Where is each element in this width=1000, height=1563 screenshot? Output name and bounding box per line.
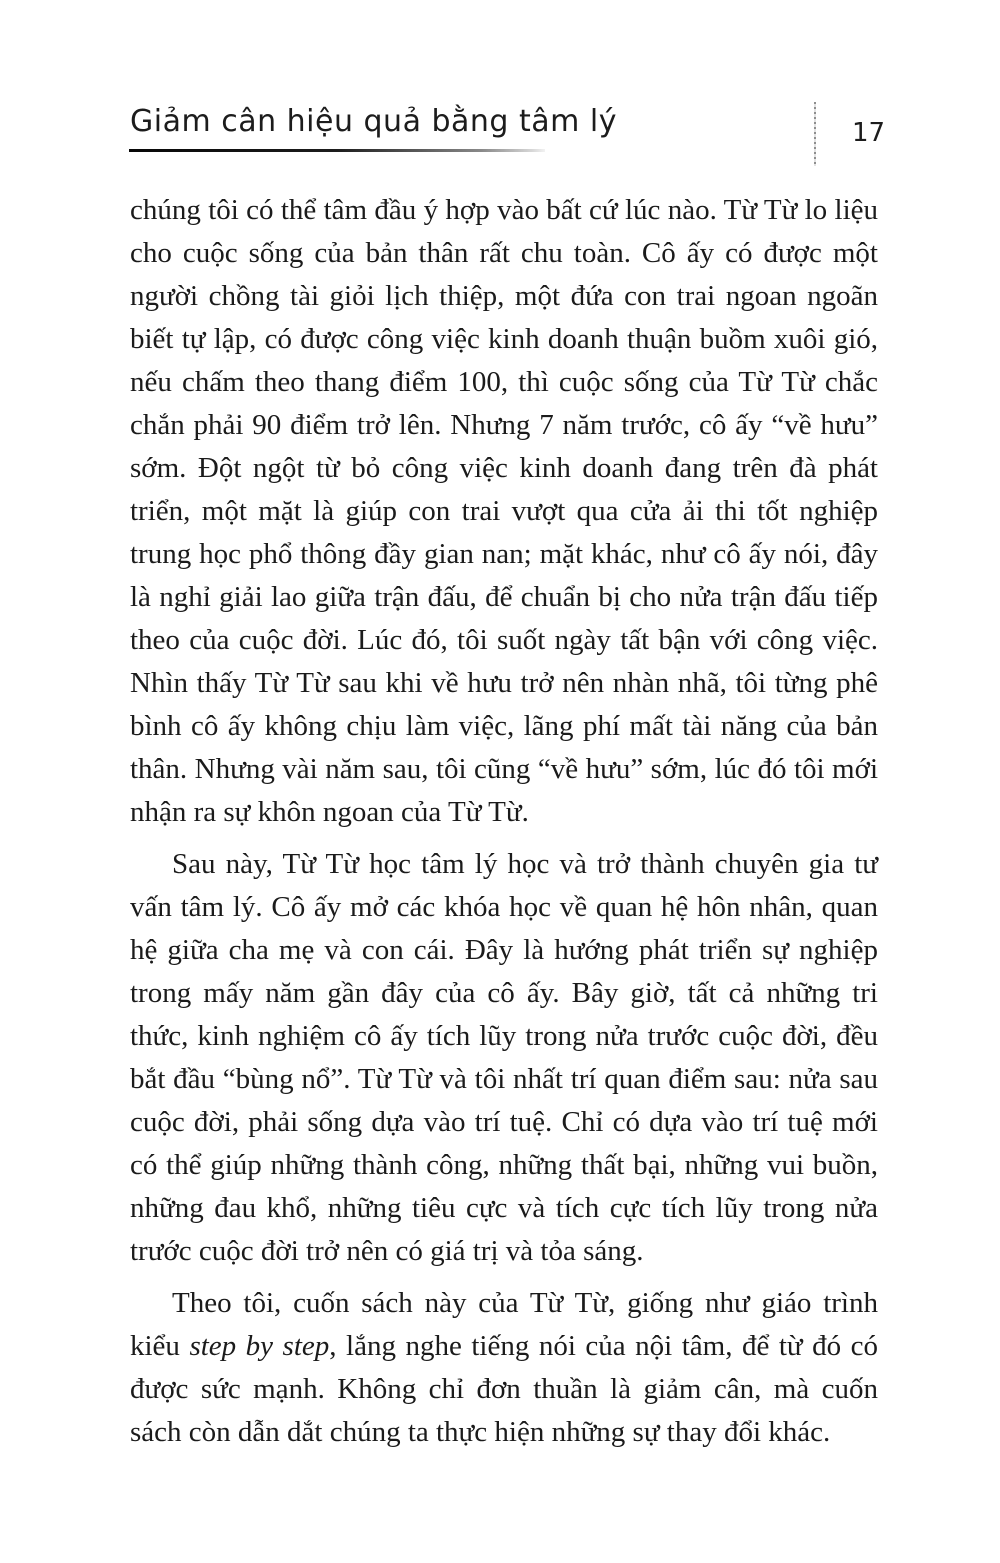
running-header-title: Giảm cân hiệu quả bằng tâm lý — [130, 104, 617, 139]
header-underline-rule — [129, 149, 545, 152]
body-text — [130, 189, 878, 1463]
paragraph-3 — [130, 1282, 878, 1454]
paragraph-2: Sau này, Từ Từ học tâm lý học và trở thành chuyên gia tư vấn tâm lý. Cô ấy mở các khóa học về quan hệ hôn nhân, quan hệ giữa cha mẹ và con cái. Đây là hướng phát triển sự nghiệp trong mấy năm gần đây của cô ấy. Bây giờ, tất cả những tri thức, kinh nghiệm cô ấy tích lũy trong nửa trước cuộc đời, đều bắt đầu “bùng nổ”. Từ Từ và tôi nhất trí quan điểm sau: nửa sau cuộc đời, phải sống dựa vào trí tuệ. Chỉ có dựa vào trí tuệ mới có thể giúp những thành công, những thất bại, những vui buồn, những đau khổ, những tiêu cực và tích cực tích lũy trong nửa trước cuộc đời trở nên có giá trị và tỏa sáng. — [130, 848, 878, 1267]
paragraph-3-text-end: , lắng nghe tiếng nói của nội tâm, để từ đó có được sức mạnh. Không chỉ đơn thuần là giảm cân, mà cuốn sách còn dẫn dắt chúng ta thực hiện những sự thay đổi khác. — [130, 1330, 878, 1448]
header-vertical-divider — [814, 102, 816, 166]
paragraph-3-italic-phrase: step by step — [189, 1330, 330, 1362]
paragraph-continuation: chúng tôi có thể tâm đầu ý hợp vào bất cứ lúc nào. Từ Từ lo liệu cho cuộc sống của bản thân rất chu toàn. Cô ấy có được một người chồng tài giỏi lịch thiệp, một đứa con trai ngoan ngoãn biết tự lập, có được công việc kinh doanh thuận buồm xuôi gió, nếu chấm theo thang điểm 100, thì cuộc sống của Từ Từ chắc chắn phải 90 điểm trở lên. Nhưng 7 năm trước, cô ấy “về hưu” sớm. Đột ngột từ bỏ công việc kinh doanh đang trên đà phát triển, một mặt là giúp con trai vượt qua cửa ải thi tốt nghiệp trung học phổ thông đầy gian nan; mặt khác, như cô ấy nói, đây là nghỉ giải lao giữa trận đấu, để chuẩn bị cho nửa trận đấu tiếp theo của cuộc đời. Lúc đó, tôi suốt ngày tất bận với công việc. Nhìn thấy Từ Từ sau khi về hưu trở nên nhàn nhã, tôi từng phê bình cô ấy không chịu làm việc, lãng phí mất tài năng của bản thân. Nhưng vài năm sau, tôi cũng “về hưu” sớm, lúc đó tôi mới nhận ra sự khôn ngoan của Từ Từ. — [130, 194, 878, 828]
page-number: 17 — [852, 118, 886, 148]
paragraph-3-text-start: Theo tôi, cuốn sách này của Từ Từ, giống như giáo trình kiểu — [130, 1287, 878, 1362]
